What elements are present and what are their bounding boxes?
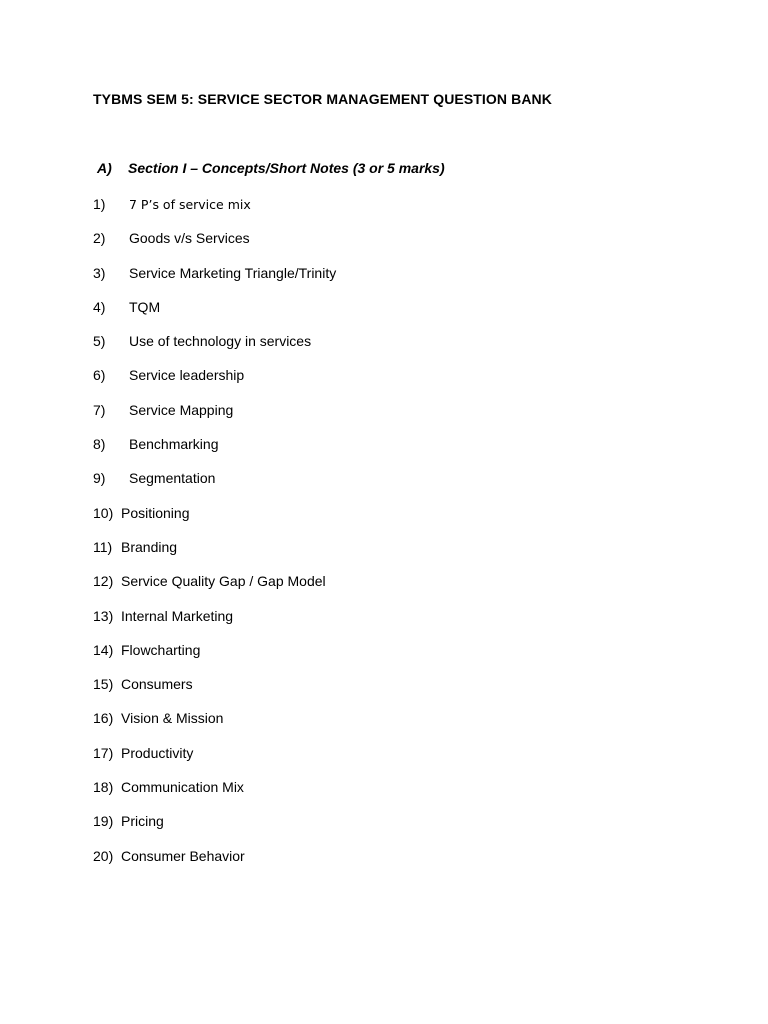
item-number: 11) <box>93 538 113 555</box>
item-number: 18) <box>93 779 114 796</box>
item-text: Communication Mix <box>121 779 244 796</box>
item-number: 7) <box>93 401 106 418</box>
item-number: 1) <box>93 196 106 212</box>
item-text: Flowcharting <box>121 641 201 658</box>
item-number: 8) <box>93 436 106 453</box>
list-item <box>93 298 336 332</box>
item-number: 14) <box>93 641 114 658</box>
list-item <box>93 607 336 641</box>
item-text: Productivity <box>121 744 194 761</box>
item-number: 9) <box>93 470 106 487</box>
item-text: Pricing <box>121 813 164 830</box>
section-marker: A) <box>97 160 112 176</box>
item-number: 16) <box>93 710 114 727</box>
item-text: Service leadership <box>129 367 245 384</box>
item-number: 10) <box>93 504 114 521</box>
item-text: Consumer Behavior <box>121 847 245 864</box>
item-number: 15) <box>93 676 114 693</box>
list-item <box>93 435 336 469</box>
list-item <box>93 264 336 298</box>
list-item <box>93 709 336 743</box>
list-item <box>93 572 336 606</box>
item-number: 3) <box>93 264 106 281</box>
list-item <box>93 778 336 812</box>
item-text: Use of technology in services <box>129 333 312 350</box>
item-text: Service Quality Gap / Gap Model <box>121 573 326 590</box>
list-item <box>93 401 336 435</box>
item-number: 5) <box>93 333 106 350</box>
item-text: Consumers <box>121 676 193 693</box>
item-text: Goods v/s Services <box>129 230 250 247</box>
item-number: 4) <box>93 298 106 315</box>
item-text: Vision & Mission <box>121 710 224 727</box>
list-item <box>93 332 336 366</box>
item-number: 12) <box>93 573 114 590</box>
section-heading <box>97 160 445 176</box>
item-text: Service Mapping <box>129 401 234 418</box>
list-item <box>93 538 336 572</box>
question-list <box>93 195 336 881</box>
item-text: TQM <box>129 298 161 315</box>
document-title: TYBMS SEM 5: SERVICE SECTOR MANAGEMENT QUESTION BANK <box>93 91 552 107</box>
item-text: Branding <box>121 538 178 555</box>
item-number: 20) <box>93 847 114 864</box>
list-item <box>93 229 336 263</box>
item-number: 2) <box>93 230 106 247</box>
item-text: Segmentation <box>129 470 216 487</box>
item-text: Internal Marketing <box>121 607 234 624</box>
item-number: 6) <box>93 367 106 384</box>
list-item <box>93 366 336 400</box>
item-text: Positioning <box>121 504 190 521</box>
list-item <box>93 812 336 846</box>
item-text: 7 P’s of service mix <box>129 197 251 212</box>
list-item <box>93 675 336 709</box>
item-text: Service Marketing Triangle/Trinity <box>129 264 337 281</box>
list-item <box>93 195 336 229</box>
list-item <box>93 504 336 538</box>
list-item <box>93 847 336 881</box>
item-number: 17) <box>93 744 114 761</box>
item-number: 13) <box>93 607 114 624</box>
item-text: Benchmarking <box>129 436 219 453</box>
list-item <box>93 641 336 675</box>
list-item <box>93 469 336 503</box>
list-item <box>93 744 336 778</box>
section-heading-text: Section I – Concepts/Short Notes (3 or 5 marks) <box>128 160 445 176</box>
item-number: 19) <box>93 813 114 830</box>
